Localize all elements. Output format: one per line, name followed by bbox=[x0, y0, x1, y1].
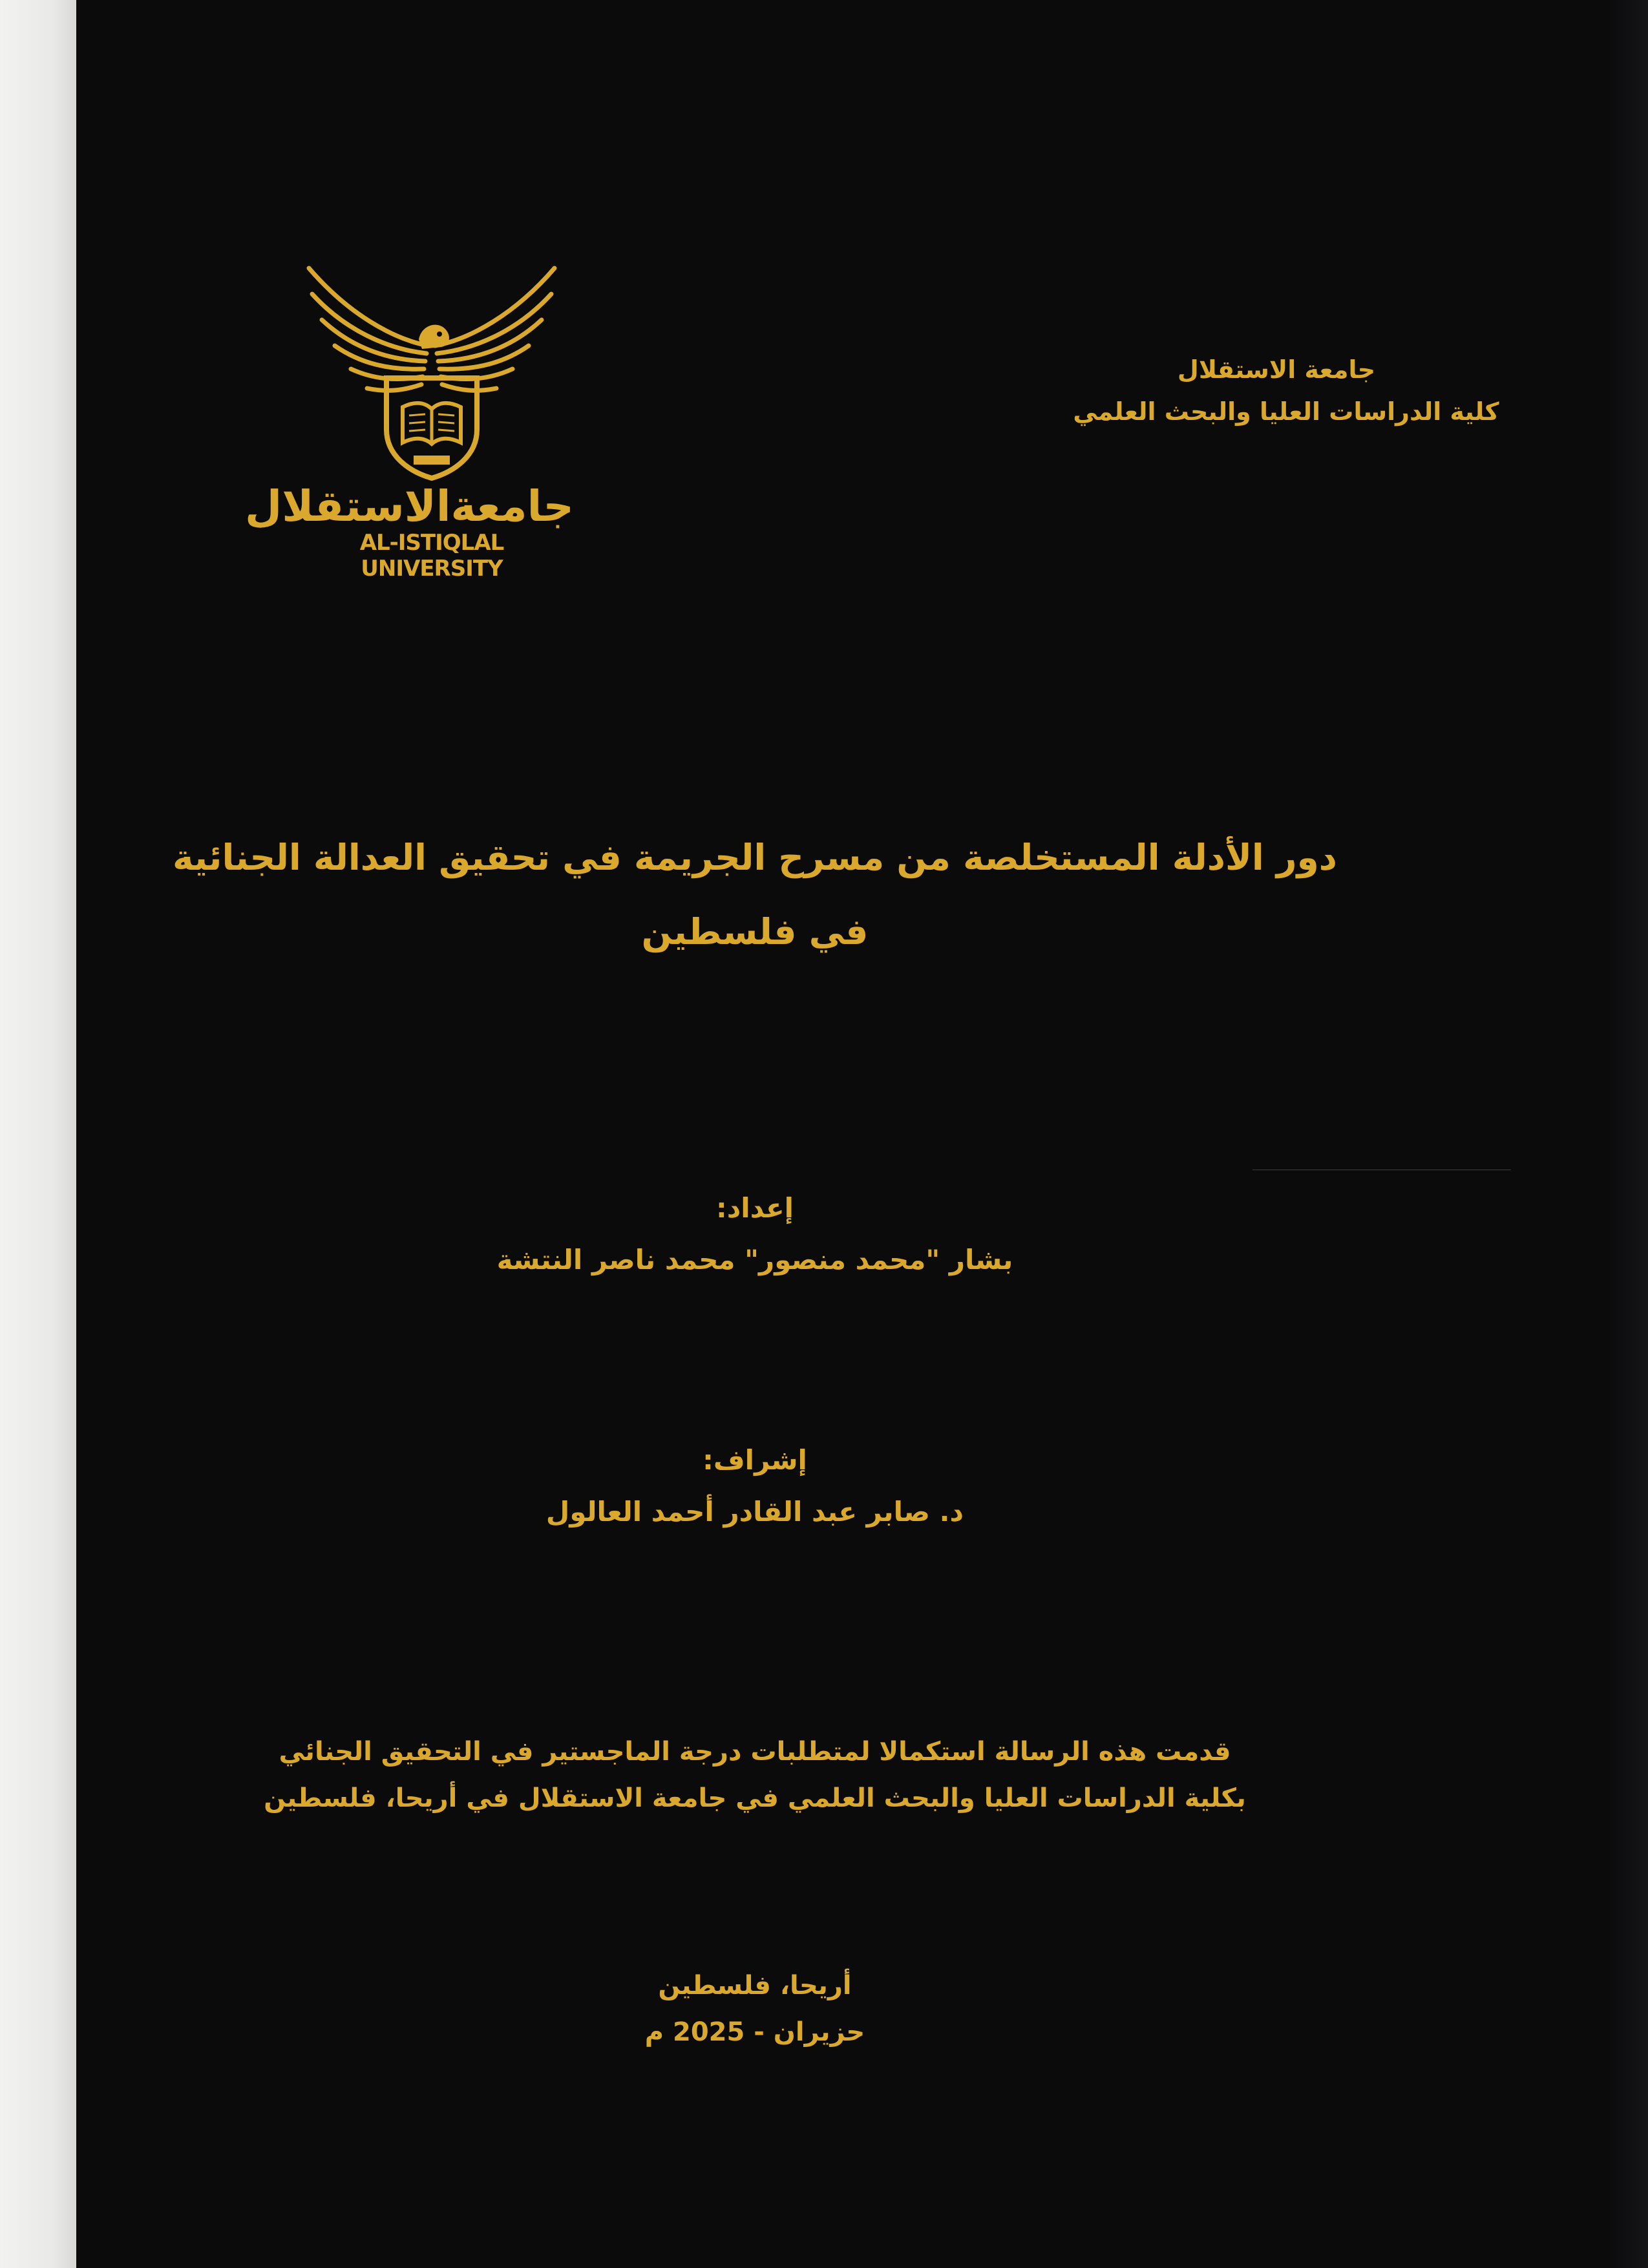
college-name: كلية الدراسات العليا والبحث العلمي bbox=[1073, 397, 1499, 426]
paper-margin bbox=[0, 0, 76, 2268]
thesis-cover bbox=[76, 0, 1648, 2268]
prepared-by-label: إعداد: bbox=[715, 1192, 794, 1224]
eagle-book-icon bbox=[290, 242, 574, 481]
place: أريحا، فلسطين bbox=[658, 1971, 852, 2000]
submission-statement-line2: بكلية الدراسات العليا والبحث العلمي في جامعة الاستقلال في أريحا، فلسطين bbox=[264, 1783, 1246, 1813]
submission-statement-line1: قدمت هذه الرسالة استكمالا لمتطلبات درجة الماجستير في التحقيق الجنائي bbox=[279, 1737, 1231, 1767]
supervision-label: إشراف: bbox=[703, 1444, 807, 1476]
thesis-title-line1: دور الأدلة المستخلصة من مسرح الجريمة في تحقيق العدالة الجنائية bbox=[173, 837, 1337, 878]
university-logo bbox=[245, 242, 574, 582]
author-name: بشار "محمد منصور" محمد ناصر النتشة bbox=[496, 1244, 1013, 1276]
thesis-title-line2: في فلسطين bbox=[641, 911, 869, 952]
university-name: جامعة الاستقلال bbox=[1177, 355, 1376, 384]
logo-english-wordmark: AL-ISTIQLAL UNIVERSITY bbox=[359, 530, 504, 582]
date: حزيران - 2025 م bbox=[644, 2017, 865, 2047]
supervisor-name: د. صابر عبد القادر أحمد العالول bbox=[545, 1496, 964, 1528]
logo-arabic-wordmark: جامعةالاستقلال bbox=[245, 481, 574, 531]
